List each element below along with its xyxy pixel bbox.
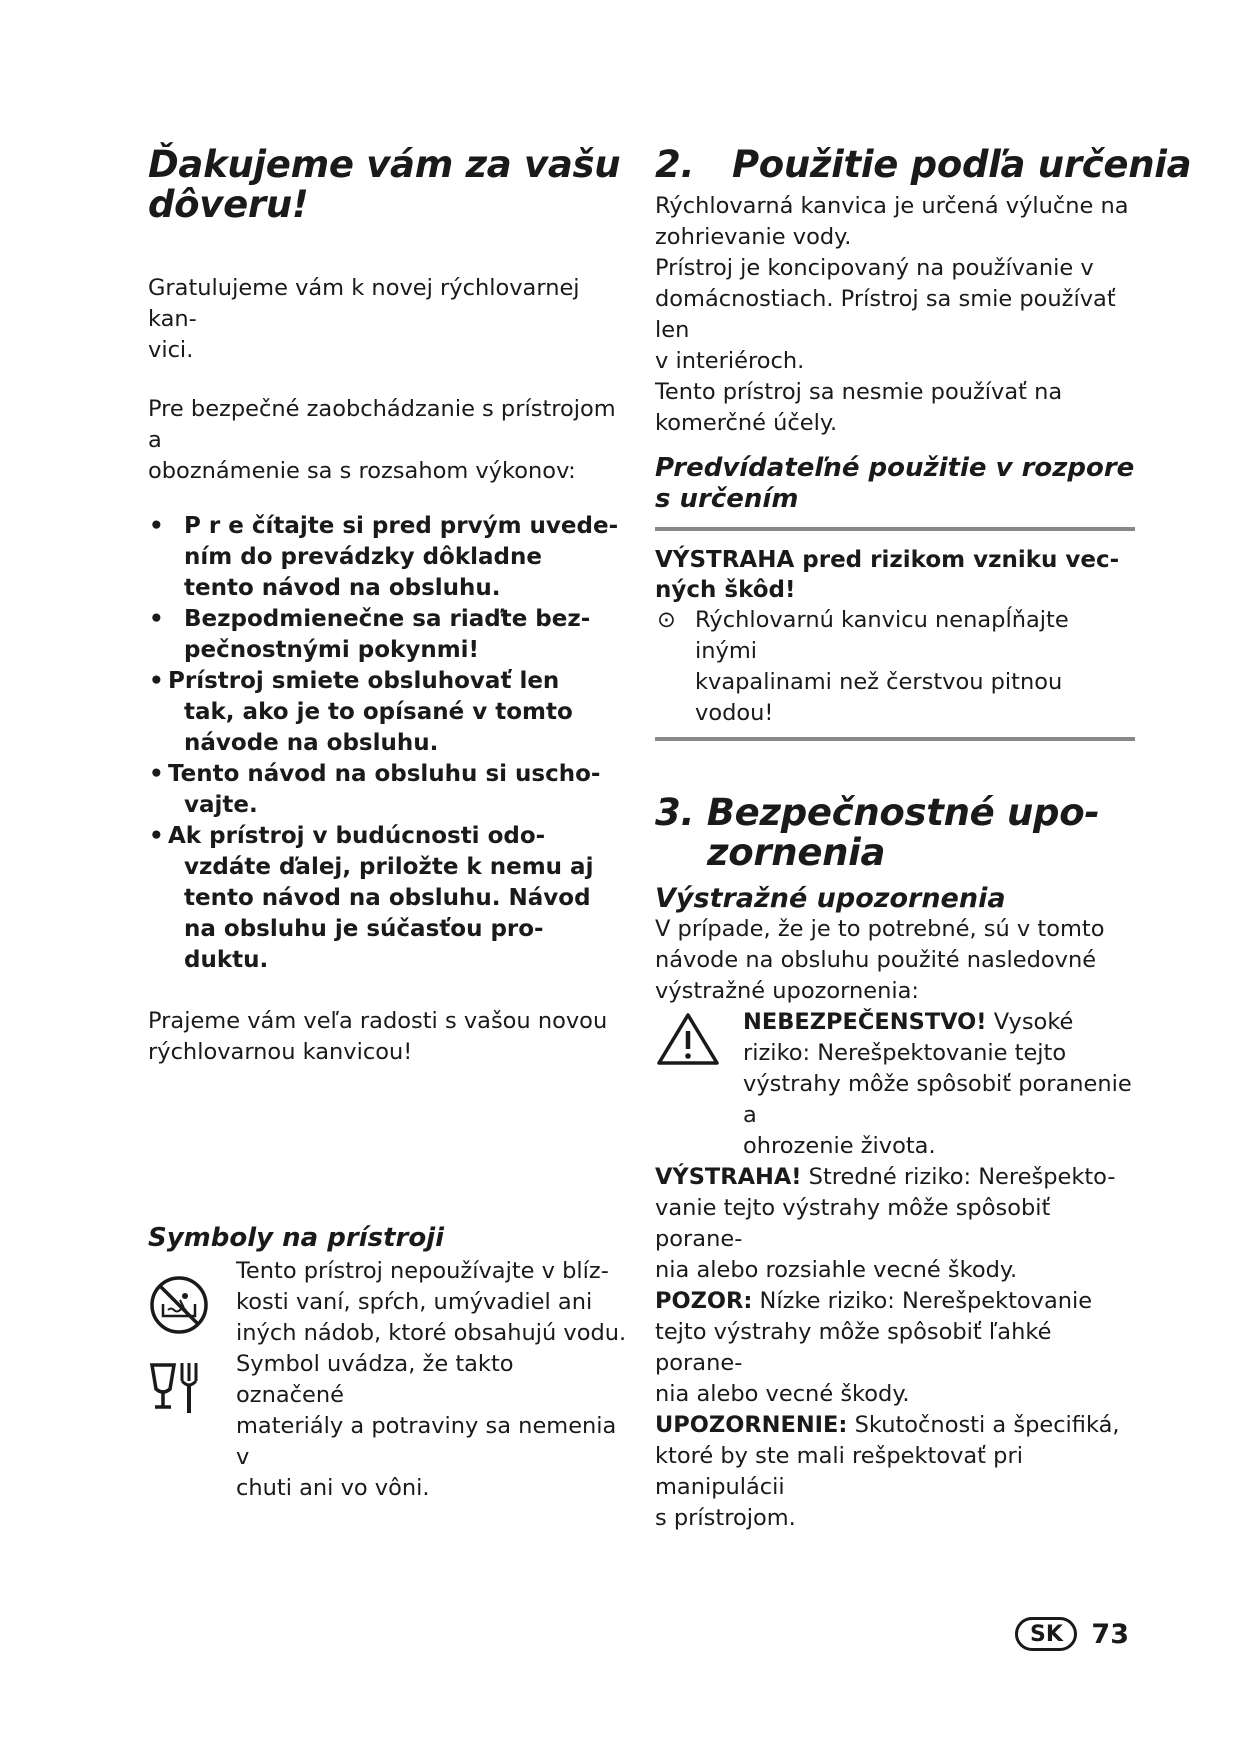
wish-paragraph	[148, 1006, 628, 1068]
bullet-dot: •	[149, 668, 164, 694]
note-line: s prístrojom.	[655, 1505, 796, 1531]
misuse-title-line1: Predvídateľné použitie v rozpore	[655, 453, 1135, 483]
danger-line: riziko: Nerešpektovanie tejto	[743, 1040, 1067, 1066]
bullet-item	[146, 604, 628, 666]
left-column	[148, 145, 628, 1504]
bullet-line: duktu.	[184, 947, 269, 973]
warning-title-line1: VÝSTRAHA pred rizikom vzniku vec-	[655, 547, 1120, 573]
warnings-intro-line: návode na obsluhu použité nasledovné	[655, 947, 1097, 973]
bullet-item	[146, 511, 628, 604]
bullet-line: Prístroj smiete obsluhovať len	[168, 668, 560, 694]
danger-text: Vysoké	[986, 1009, 1074, 1035]
warning-title-line2: ných škôd!	[655, 577, 796, 603]
safety-line1: Pre bezpečné zaobchádzanie s prístrojom a	[148, 396, 616, 453]
section2-line: komerčné účely.	[655, 410, 838, 436]
property-damage-warning-box	[655, 527, 1135, 741]
warnings-intro-line: výstražné upozornenia:	[655, 978, 920, 1004]
bullet-line: vzdáte ďalej, priložte k nemu aj	[184, 854, 594, 880]
bullet-line: tento návod na obsluhu.	[184, 575, 501, 601]
caution-line: tejto výstrahy môže spôsobiť ľahké porane-	[655, 1319, 1052, 1376]
bullet-item	[146, 821, 628, 976]
danger-notice	[655, 1007, 1135, 1162]
intro-line1: Gratulujeme vám k novej rýchlovarnej kan-	[148, 275, 580, 332]
danger-line: výstrahy môže spôsobiť poranenie a	[743, 1071, 1132, 1128]
bullet-dot: •	[149, 513, 164, 539]
bullet-line: tak, ako je to opísané v tomto	[184, 699, 573, 725]
misuse-title	[655, 453, 1135, 515]
symbol2-line: Symbol uvádza, že takto označené	[236, 1351, 514, 1408]
warning-item-line: Rýchlovarnú kanvicu nenapĺňajte inými	[695, 607, 1069, 664]
no-water-bath-icon	[148, 1274, 210, 1340]
danger-line: ohrozenie života.	[743, 1133, 936, 1159]
intro-line2: vici.	[148, 337, 194, 363]
bullet-line: Ak prístroj v budúcnosti odo-	[168, 823, 546, 849]
thanks-title	[148, 145, 628, 225]
food-safe-glass-fork-icon	[148, 1359, 204, 1421]
bullet-item	[146, 759, 628, 821]
section2-line: Prístroj je koncipovaný na používanie v	[655, 255, 1094, 281]
section3-title-line1: 3. Bezpečnostné upo-	[655, 791, 1100, 834]
caution-text: Nízke riziko: Nerešpektovanie	[752, 1288, 1093, 1314]
note-label: UPOZORNENIE:	[655, 1412, 848, 1438]
bullet-line: P r e čítajte si pred prvým uvede-	[184, 513, 619, 539]
bullet-line: Tento návod na obsluhu si uscho-	[168, 761, 601, 787]
bullet-dot: •	[149, 606, 164, 632]
safety-line2: oboznámenie sa s rozsahom výkonov:	[148, 458, 576, 484]
bullet-item	[146, 666, 628, 759]
note-line: ktoré by ste mali rešpektovať pri manipulácii	[655, 1443, 1023, 1500]
warning-line: nia alebo rozsiahle vecné škody.	[655, 1257, 1018, 1283]
warning-box-item	[655, 605, 1135, 729]
warning-label: VÝSTRAHA!	[655, 1164, 802, 1190]
warnings-intro	[655, 914, 1135, 1007]
section3-title-line2: zornenia	[707, 831, 886, 874]
warning-notice	[655, 1162, 1135, 1286]
note-notice	[655, 1410, 1135, 1534]
wish-line2: rýchlovarnou kanvicou!	[148, 1039, 413, 1065]
thanks-title-line2: dôveru!	[148, 183, 309, 226]
section2-line: Rýchlovarná kanvica je určená výlučne na	[655, 193, 1129, 219]
section2-line: v interiéroch.	[655, 348, 805, 374]
symbol2-line: materiály a potraviny sa nemenia v	[236, 1413, 617, 1470]
note-text: Skutočnosti a špecifiká,	[847, 1412, 1120, 1438]
bullet-line: pečnostnými pokynmi!	[184, 637, 480, 663]
section3-title	[655, 793, 1135, 873]
symbol2-line: chuti ani vo vôni.	[236, 1475, 430, 1501]
thanks-title-line1: Ďakujeme vám za vašu	[148, 143, 621, 186]
symbol1-line: iných nádob, ktoré obsahujú vodu.	[236, 1320, 627, 1346]
warning-text: Stredné riziko: Nerešpekto-	[801, 1164, 1116, 1190]
right-column	[655, 143, 1192, 1534]
caution-line: nia alebo vecné škody.	[655, 1381, 910, 1407]
safety-paragraph	[148, 394, 628, 487]
caution-label: POZOR:	[655, 1288, 753, 1314]
bullet-dot: •	[149, 761, 164, 787]
bullet-dot: •	[149, 823, 164, 849]
symbol1-line: kosti vaní, spŕch, umývadiel ani	[236, 1289, 593, 1315]
safety-bullets	[146, 511, 628, 976]
warnings-subtitle: Výstražné upozornenia	[655, 883, 1006, 914]
bullet-line: Bezpodmienečne sa riaďte bez-	[184, 606, 591, 632]
section2-line: domácnostiach. Prístroj sa smie používať len	[655, 286, 1116, 343]
symbols-title: Symboly na prístroji	[148, 1223, 445, 1253]
section2-body	[655, 191, 1135, 439]
wish-line1: Prajeme vám veľa radosti s vašou novou	[148, 1008, 608, 1034]
bullet-line: na obsluhu je súčasťou pro-	[184, 916, 544, 942]
misuse-title-line2: s určením	[655, 484, 799, 514]
bullet-line: ním do prevádzky dôkladne	[184, 544, 542, 570]
warnings-intro-line: V prípade, že je to potrebné, sú v tomto	[655, 916, 1105, 942]
warning-triangle-icon	[655, 1011, 721, 1071]
warning-box-title	[655, 545, 1135, 605]
danger-label: NEBEZPEČENSTVO!	[743, 1009, 987, 1035]
section2-line: Tento prístroj sa nesmie používať na	[655, 379, 1063, 405]
bullet-line: tento návod na obsluhu. Návod	[184, 885, 591, 911]
intro-paragraph	[148, 273, 628, 366]
bullet-line: návode na obsluhu.	[184, 730, 439, 756]
bullet-line: vajte.	[184, 792, 258, 818]
language-badge: SK	[1015, 1617, 1077, 1651]
section2-line: zohrievanie vody.	[655, 224, 852, 250]
page-footer	[1015, 1617, 1129, 1651]
symbol-no-water	[148, 1256, 628, 1349]
caution-notice	[655, 1286, 1135, 1410]
circled-dot-icon: ⊙	[657, 607, 676, 633]
warning-item-line: kvapalinami než čerstvou pitnou vodou!	[695, 669, 1063, 726]
warning-line: vanie tejto výstrahy môže spôsobiť porane-	[655, 1195, 1051, 1252]
page-number: 73	[1091, 1618, 1129, 1650]
section2-title: 2. Použitie podľa určenia	[655, 143, 1192, 186]
symbol-food-safe	[148, 1349, 628, 1504]
symbol1-line: Tento prístroj nepoužívajte v blíz-	[236, 1258, 609, 1284]
